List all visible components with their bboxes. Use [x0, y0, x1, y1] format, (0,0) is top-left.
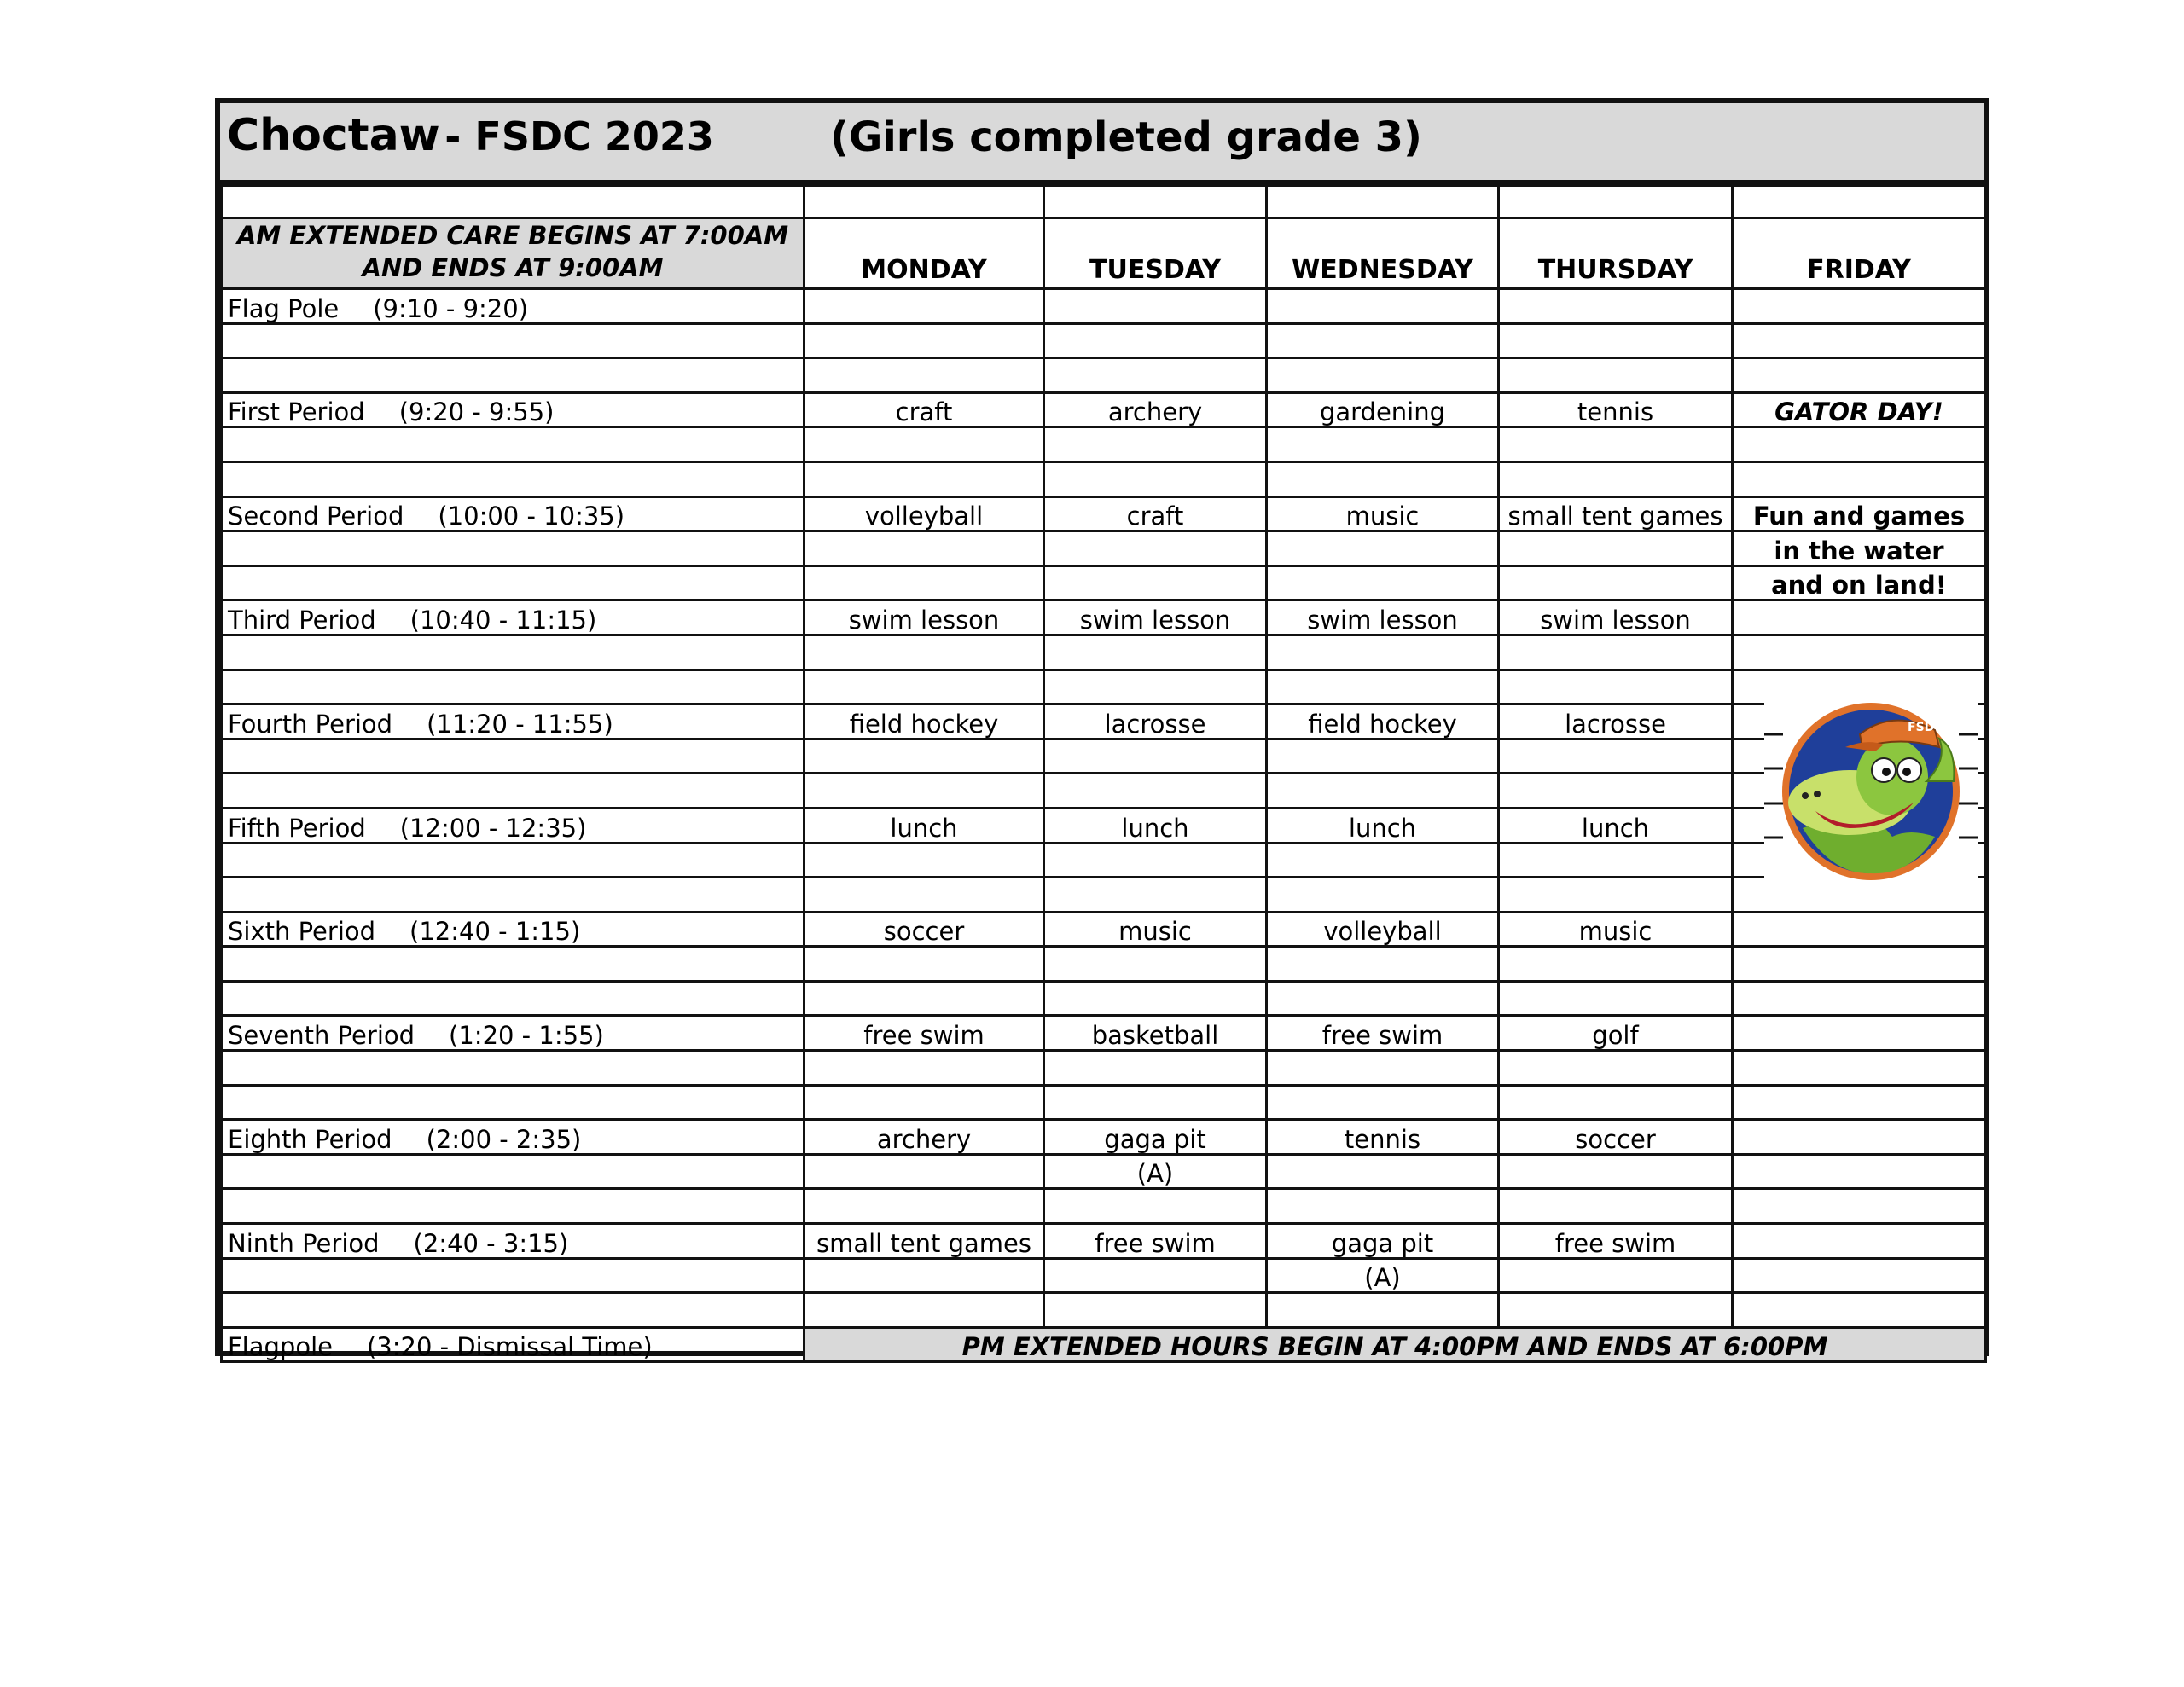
activity-cell: archery [804, 1120, 1044, 1155]
gator-day-title: GATOR DAY! [1733, 392, 1986, 427]
period-label [222, 600, 804, 635]
period-time: (9:20 - 9:55) [398, 397, 555, 427]
activity-cell: lunch [1267, 808, 1499, 843]
period-time: (12:00 - 12:35) [399, 813, 587, 843]
period-time: (2:00 - 2:35) [426, 1124, 582, 1154]
blank-row [222, 1258, 1986, 1293]
period-name: Second Period [228, 501, 404, 531]
blank-row [222, 323, 1986, 358]
blank-row [222, 981, 1986, 1016]
period-time: (10:40 - 11:15) [410, 605, 597, 635]
activity-cell: gaga pit [1044, 1120, 1267, 1155]
blank-row [222, 774, 1986, 809]
schedule-sheet [215, 98, 1989, 1362]
gator-cap-text: FSDC [1908, 721, 1943, 734]
pm-extended-hours-note: PM EXTENDED HOURS BEGIN AT 4:00PM AND ENDS AT 6:00PM [804, 1327, 1986, 1362]
activity-cell: craft [804, 392, 1044, 427]
period-row [222, 704, 1986, 739]
blank-row [222, 186, 1986, 218]
blank-row [222, 1085, 1986, 1120]
friday-note-line-1: Fun and games [1733, 496, 1986, 531]
period-name: Eighth Period [228, 1124, 392, 1154]
period-name: Ninth Period [228, 1228, 380, 1258]
flag-pole-label [222, 289, 804, 324]
header-row [222, 218, 1986, 289]
period-label [222, 808, 804, 843]
activity-cell: tennis [1499, 392, 1733, 427]
blank-row [222, 1154, 1986, 1189]
flagpole-label [222, 1327, 804, 1362]
day-header-monday: MONDAY [804, 218, 1044, 289]
period-label [222, 392, 804, 427]
period-row [222, 496, 1986, 531]
period-label [222, 1224, 804, 1259]
activity-cell: music [1267, 496, 1499, 531]
group-subtitle: (Girls completed grade 3) [830, 113, 1422, 161]
blank-row [222, 1189, 1986, 1224]
activity-cell: swim lesson [1044, 600, 1267, 635]
activity-cell: small tent games [804, 1224, 1044, 1259]
period-time: (10:00 - 10:35) [438, 501, 625, 531]
org-year: - FSDC 2023 [444, 113, 714, 159]
blank-row [222, 565, 1986, 600]
activity-cell: golf [1499, 1016, 1733, 1051]
period-label [222, 1016, 804, 1051]
activity-cell: archery [1044, 392, 1267, 427]
period-time: (2:40 - 3:15) [413, 1228, 569, 1258]
title-band [220, 103, 1984, 184]
activity-cell: swim lesson [1267, 600, 1499, 635]
activity-cell: lacrosse [1499, 704, 1733, 739]
day-header-wednesday: WEDNESDAY [1267, 218, 1499, 289]
activity-cell: tennis [1267, 1120, 1499, 1155]
period-row [222, 1224, 1986, 1259]
blank-row [222, 358, 1986, 393]
activity-cell: volleyball [1267, 912, 1499, 947]
period-time: (11:20 - 11:55) [427, 709, 613, 739]
activity-cell: swim lesson [804, 600, 1044, 635]
activity-cell: soccer [804, 912, 1044, 947]
period-row [222, 808, 1986, 843]
activity-cell: craft [1044, 496, 1267, 531]
blank-row [222, 1293, 1986, 1328]
activity-cell: gardening [1267, 392, 1499, 427]
activity-cell: volleyball [804, 496, 1044, 531]
blank-row [222, 739, 1986, 774]
period-name: Sixth Period [228, 917, 376, 947]
activity-cell: music [1499, 912, 1733, 947]
period-row [222, 1016, 1986, 1051]
period-name: Flagpole [228, 1332, 333, 1362]
activity-cell: lunch [804, 808, 1044, 843]
flagpole-dismissal-row [222, 1327, 1986, 1362]
gator-mascot-icon [1764, 700, 1978, 884]
friday-note-line-2: in the water [1733, 531, 1986, 566]
activity-cell: lunch [1044, 808, 1267, 843]
activity-cell: soccer [1499, 1120, 1733, 1155]
blank-row [222, 670, 1986, 704]
period-label [222, 496, 804, 531]
activity-cell: field hockey [804, 704, 1044, 739]
activity-cell: gaga pit [1267, 1224, 1499, 1259]
schedule-table [220, 184, 1987, 1363]
activity-note: (A) [1044, 1154, 1267, 1189]
blank-row [222, 1051, 1986, 1086]
activity-cell: lacrosse [1044, 704, 1267, 739]
blank-row [222, 461, 1986, 496]
period-time: (12:40 - 1:15) [410, 917, 581, 947]
period-row [222, 912, 1986, 947]
period-label [222, 1120, 804, 1155]
friday-note-line-3: and on land! [1733, 565, 1986, 600]
page-title [227, 110, 714, 161]
activity-cell: music [1044, 912, 1267, 947]
day-header-tuesday: TUESDAY [1044, 218, 1267, 289]
period-time: (1:20 - 1:55) [449, 1021, 604, 1051]
flag-pole-row [222, 289, 1986, 324]
period-time: (9:10 - 9:20) [373, 293, 529, 323]
blank-row [222, 843, 1986, 878]
activity-cell: small tent games [1499, 496, 1733, 531]
blank-row [222, 427, 1986, 462]
period-row [222, 392, 1986, 427]
blank-row [222, 947, 1986, 982]
blank-row [222, 635, 1986, 670]
period-label [222, 912, 804, 947]
period-name: Seventh Period [228, 1021, 415, 1051]
period-row [222, 600, 1986, 635]
period-name: Fifth Period [228, 813, 366, 843]
activity-cell: swim lesson [1499, 600, 1733, 635]
period-label [222, 704, 804, 739]
period-name: Third Period [228, 605, 376, 635]
activity-note: (A) [1267, 1258, 1499, 1293]
period-row [222, 1120, 1986, 1155]
blank-row [222, 531, 1986, 566]
activity-cell: free swim [804, 1016, 1044, 1051]
activity-cell: basketball [1044, 1016, 1267, 1051]
period-name: Flag Pole [228, 293, 340, 323]
blank-row [222, 878, 1986, 913]
activity-cell: free swim [1499, 1224, 1733, 1259]
activity-cell: free swim [1267, 1016, 1499, 1051]
period-time: (3:20 - Dismissal Time) [366, 1332, 653, 1362]
period-name: First Period [228, 397, 365, 427]
activity-cell: free swim [1044, 1224, 1267, 1259]
period-name: Fourth Period [228, 709, 393, 739]
day-header-thursday: THURSDAY [1499, 218, 1733, 289]
gator-logo [1764, 700, 1978, 884]
activity-cell: field hockey [1267, 704, 1499, 739]
day-header-friday: FRIDAY [1733, 218, 1986, 289]
am-extended-care-note: AM EXTENDED CARE BEGINS AT 7:00AM AND ENDS AT 9:00AM [222, 218, 804, 289]
camp-name: Choctaw [227, 110, 440, 161]
activity-cell: lunch [1499, 808, 1733, 843]
